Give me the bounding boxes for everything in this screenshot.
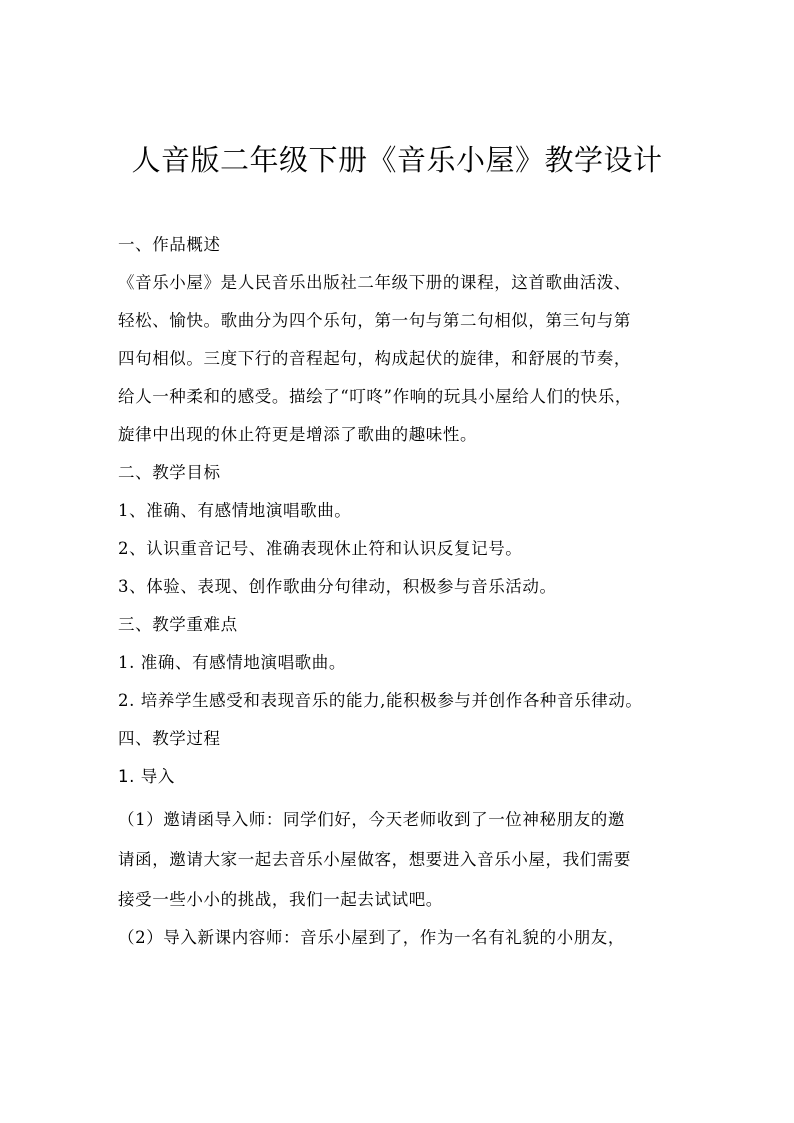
paragraph-line: 给人一种柔和的感受。描绘了“叮咚”作响的玩具小屋给人们的快乐， — [118, 387, 632, 406]
section-heading-process: 四、教学过程 — [118, 729, 221, 748]
paragraph-line: 旋律中出现的休止符更是增添了歌曲的趣味性。 — [118, 425, 478, 444]
section-heading-goals: 二、教学目标 — [118, 463, 221, 482]
paragraph-line: （2）导入新课内容师：音乐小屋到了，作为一名有礼貌的小朋友， — [118, 928, 625, 947]
goal-item: 2、认识重音记号、准确表现休止符和认识反复记号。 — [118, 539, 523, 558]
paragraph-line: 请函，邀请大家一起去音乐小屋做客，想要进入音乐小屋，我们需要 — [118, 850, 631, 869]
document-title: 人音版二年级下册《音乐小屋》教学设计 — [131, 143, 663, 177]
goal-item: 1、准确、有感情地演唱歌曲。 — [118, 501, 352, 520]
paragraph-line: 《音乐小屋》是人民音乐出版社二年级下册的课程，这首歌曲活泼、 — [118, 273, 631, 292]
key-point-item: 1. 准确、有感情地演唱歌曲。 — [118, 653, 346, 672]
goal-item: 3、体验、表现、创作歌曲分句律动，积极参与音乐活动。 — [118, 577, 557, 596]
section-heading-key-points: 三、教学重难点 — [118, 615, 238, 634]
key-point-item: 2. 培养学生感受和表现音乐的能力,能积极参与并创作各种音乐律动。 — [118, 691, 643, 710]
paragraph-line: 接受一些小小的挑战，我们一起去试试吧。 — [118, 890, 443, 909]
section-heading-overview: 一、作品概述 — [118, 235, 221, 254]
paragraph-line: （1）邀请函导入师：同学们好，今天老师收到了一位神秘朋友的邀 — [118, 810, 625, 829]
paragraph-line: 四句相似。三度下行的音程起句，构成起伏的旋律，和舒展的节奏， — [118, 349, 631, 368]
paragraph-line: 轻松、愉快。歌曲分为四个乐句，第一句与第二句相似，第三句与第 — [118, 311, 631, 330]
subsection-heading-intro: 1. 导入 — [118, 767, 175, 786]
